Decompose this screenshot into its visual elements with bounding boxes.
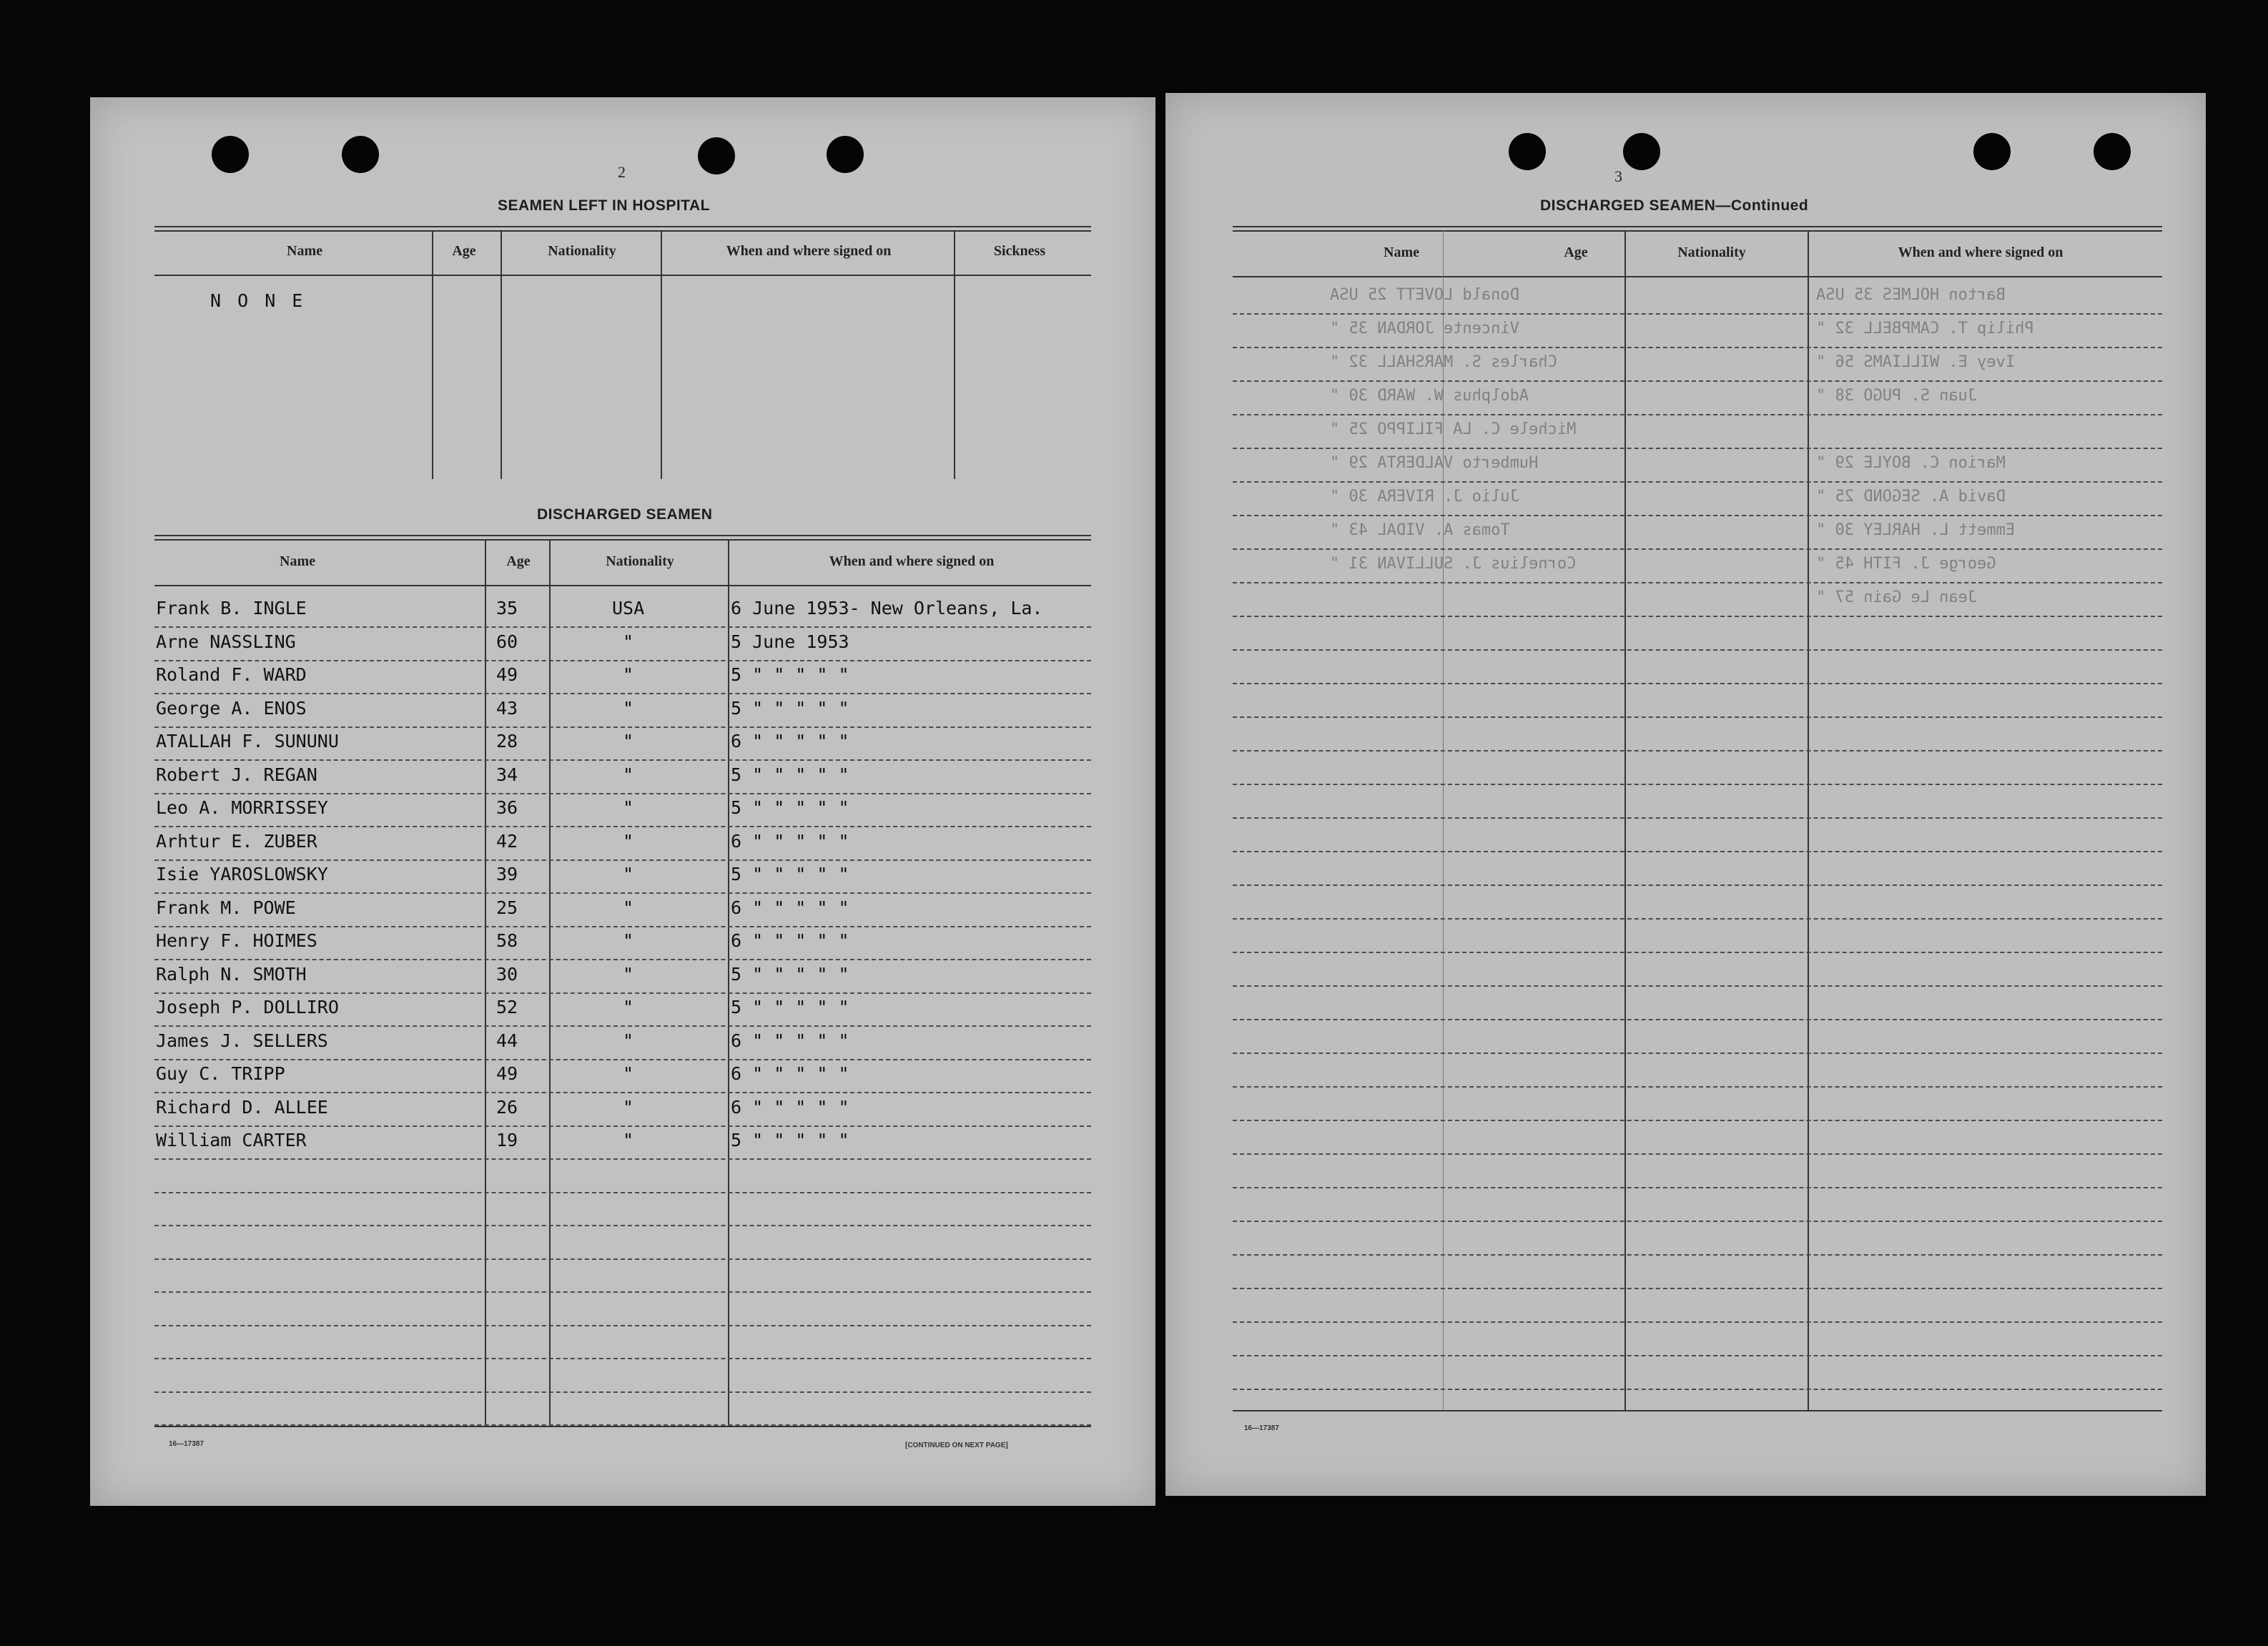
row-rule — [154, 826, 1091, 827]
seaman-age: 49 — [496, 1063, 518, 1084]
column-rule — [728, 539, 729, 1426]
row-rule — [1233, 1254, 2162, 1256]
row-rule — [1233, 1355, 2162, 1356]
seaman-name: Roland F. WARD — [156, 664, 307, 685]
seaman-signed-on: 5 " " " " " — [731, 997, 849, 1017]
seaman-name: Guy C. TRIPP — [156, 1063, 285, 1084]
punch-hole-icon — [1623, 133, 1660, 170]
left-form-page — [90, 97, 1155, 1506]
seaman-nationality: USA — [612, 598, 645, 619]
column-rule — [1443, 230, 1444, 1410]
column-rule — [1808, 230, 1809, 1410]
seaman-signed-on: 5 " " " " " — [731, 797, 849, 818]
ghost-row-right: Philip T. CAMPBELL 32 " — [1816, 320, 2034, 337]
seaman-nationality: " — [623, 897, 634, 918]
row-rule — [1233, 1221, 2162, 1222]
seaman-age: 30 — [496, 963, 518, 985]
punch-hole-icon — [698, 137, 735, 174]
table-rule — [154, 535, 1091, 536]
right-header-nationality: Nationality — [1677, 245, 1746, 260]
row-rule — [154, 1025, 1091, 1027]
hospital-header-sickness: Sickness — [993, 243, 1046, 259]
seaman-signed-on: 5 " " " " " — [731, 664, 849, 685]
ghost-row-right: Emmett L. HARLEY 30 " — [1816, 521, 2016, 539]
seaman-signed-on: 6 " " " " " — [731, 897, 849, 918]
seaman-signed-on: 5 " " " " " — [731, 764, 849, 785]
ghost-row-right: Juan S. PUGO 38 " — [1816, 387, 1978, 405]
discharged-header-age: Age — [506, 553, 531, 569]
seaman-signed-on: 5 June 1953 — [731, 631, 849, 652]
seaman-nationality: " — [623, 631, 634, 652]
column-rule — [432, 230, 433, 479]
seaman-nationality: " — [623, 864, 634, 884]
discharged-header-name: Name — [280, 553, 315, 569]
seaman-nationality: " — [623, 963, 634, 985]
seaman-age: 43 — [496, 697, 518, 719]
row-rule — [1233, 1053, 2162, 1054]
right-header-name: Name — [1384, 245, 1419, 260]
seaman-nationality: " — [623, 997, 634, 1017]
seaman-name: Frank M. POWE — [156, 897, 296, 918]
ghost-row: Julio J. RIVERA 30 " — [1330, 488, 1519, 506]
seaman-signed-on: 6 " " " " " — [731, 830, 849, 852]
ghost-row: Vincente JORDAN 35 " — [1330, 320, 1519, 337]
row-rule — [154, 1358, 1091, 1359]
row-rule — [1233, 784, 2162, 785]
seaman-signed-on: 6 " " " " " — [731, 731, 849, 751]
table-rule — [154, 230, 1091, 232]
page-number: 2 — [618, 163, 626, 181]
ghost-row: Charles S. MARSHALL 32 " — [1330, 353, 1557, 371]
hospital-header-nationality: Nationality — [548, 243, 616, 259]
seaman-nationality: " — [623, 1063, 634, 1084]
row-rule — [1233, 1389, 2162, 1390]
table-rule — [1233, 276, 2162, 277]
form-number: 16—17387 — [1244, 1424, 1279, 1432]
seaman-signed-on: 6 June 1953- New Orleans, La. — [731, 598, 1043, 619]
seaman-age: 34 — [496, 764, 518, 785]
hospital-header-signed: When and where signed on — [726, 243, 892, 259]
row-rule — [1233, 817, 2162, 819]
row-rule — [1233, 515, 2162, 516]
table-rule — [154, 585, 1091, 586]
ghost-row-right: Barton HOLMES 35 USA — [1816, 286, 2006, 304]
seaman-signed-on: 6 " " " " " — [731, 1030, 849, 1051]
row-rule — [154, 626, 1091, 628]
ghost-row: Humberto VALDERTA 29 " — [1330, 454, 1539, 472]
seaman-nationality: " — [623, 830, 634, 852]
row-rule — [154, 1391, 1091, 1393]
row-rule — [154, 1092, 1091, 1093]
seaman-nationality: " — [623, 1030, 634, 1051]
row-rule — [1233, 616, 2162, 617]
row-rule — [1233, 952, 2162, 953]
row-rule — [1233, 1019, 2162, 1020]
column-rule — [501, 230, 502, 479]
table-rule — [1233, 230, 2162, 232]
row-rule — [154, 1158, 1091, 1160]
row-rule — [154, 959, 1091, 960]
row-rule — [1233, 313, 2162, 315]
ghost-row: Tomas A. VIDAL 43 " — [1330, 521, 1510, 539]
right-header-age: Age — [1564, 245, 1588, 260]
seaman-age: 58 — [496, 930, 518, 951]
seaman-name: James J. SELLERS — [156, 1030, 328, 1051]
row-rule — [154, 726, 1091, 728]
seaman-age: 26 — [496, 1096, 518, 1118]
table-rule — [1233, 226, 2162, 227]
seaman-signed-on: 6 " " " " " — [731, 1096, 849, 1118]
seaman-age: 49 — [496, 664, 518, 685]
column-rule — [954, 230, 955, 479]
seaman-nationality: " — [623, 664, 634, 685]
discharged-header-nationality: Nationality — [606, 553, 674, 569]
seaman-signed-on: 5 " " " " " — [731, 864, 849, 884]
column-rule — [1624, 230, 1626, 1410]
seaman-age: 39 — [496, 864, 518, 884]
row-rule — [154, 1291, 1091, 1293]
punch-hole-icon — [212, 136, 249, 173]
row-rule — [1233, 716, 2162, 718]
form-number: 16—17387 — [169, 1440, 204, 1448]
row-rule — [154, 859, 1091, 861]
row-rule — [154, 1325, 1091, 1326]
ghost-row: Cornelius J. SULLIVAN 31 " — [1330, 555, 1577, 573]
seaman-name: Leo A. MORRISSEY — [156, 797, 328, 818]
row-rule — [1233, 1153, 2162, 1155]
row-rule — [1233, 448, 2162, 449]
row-rule — [1233, 750, 2162, 751]
row-rule — [1233, 1288, 2162, 1289]
seaman-name: William CARTER — [156, 1130, 307, 1150]
seaman-nationality: " — [623, 1130, 634, 1150]
row-rule — [154, 1192, 1091, 1193]
table-rule — [1233, 1410, 2162, 1411]
seaman-age: 52 — [496, 997, 518, 1017]
seaman-age: 28 — [496, 731, 518, 751]
table-rule — [154, 539, 1091, 541]
row-rule — [1233, 347, 2162, 348]
ghost-row-right: Ivey E. WILLIAMS 56 " — [1816, 353, 2016, 371]
discharged-section-title: DISCHARGED SEAMEN — [537, 506, 713, 523]
ghost-row-right: Marion C. BOYLE 29 " — [1816, 454, 2006, 472]
ghost-row: Michele C. LA FILIPPO 25 " — [1330, 420, 1577, 438]
seaman-nationality: " — [623, 797, 634, 818]
seaman-name: Ralph N. SMOTH — [156, 963, 307, 985]
row-rule — [1233, 414, 2162, 415]
right-form-page — [1165, 93, 2206, 1496]
seaman-nationality: " — [623, 930, 634, 951]
seaman-name: Richard D. ALLEE — [156, 1096, 328, 1118]
hospital-header-name: Name — [287, 243, 322, 259]
punch-hole-icon — [827, 136, 864, 173]
row-rule — [154, 1258, 1091, 1260]
seaman-name: Robert J. REGAN — [156, 764, 317, 785]
punch-hole-icon — [342, 136, 379, 173]
column-rule — [549, 539, 551, 1426]
row-rule — [154, 892, 1091, 894]
right-header-signed: When and where signed on — [1898, 245, 2064, 260]
row-rule — [1233, 1321, 2162, 1323]
seaman-name: George A. ENOS — [156, 697, 307, 719]
discharged-continued-title: DISCHARGED SEAMEN—Continued — [1540, 197, 1809, 214]
table-rule — [154, 1426, 1091, 1427]
seaman-age: 36 — [496, 797, 518, 818]
row-rule — [154, 926, 1091, 927]
row-rule — [1233, 380, 2162, 382]
column-rule — [485, 539, 486, 1426]
continued-note: [CONTINUED ON NEXT PAGE] — [905, 1442, 1008, 1449]
discharged-header-signed: When and where signed on — [829, 553, 995, 569]
row-rule — [154, 1125, 1091, 1127]
row-rule — [1233, 884, 2162, 886]
seaman-name: Henry F. HOIMES — [156, 930, 317, 951]
seaman-age: 25 — [496, 897, 518, 918]
row-rule — [154, 793, 1091, 794]
row-rule — [1233, 851, 2162, 852]
seaman-signed-on: 5 " " " " " — [731, 697, 849, 719]
seaman-name: Arhtur E. ZUBER — [156, 830, 317, 852]
seaman-name: Joseph P. DOLLIRO — [156, 997, 339, 1017]
table-rule — [154, 226, 1091, 227]
ghost-row-right: George J. FITH 45 " — [1816, 555, 1996, 573]
row-rule — [154, 759, 1091, 761]
row-rule — [1233, 1187, 2162, 1188]
punch-hole-icon — [1973, 133, 2011, 170]
seaman-signed-on: 6 " " " " " — [731, 930, 849, 951]
page-number: 3 — [1614, 167, 1622, 185]
row-rule — [154, 1225, 1091, 1226]
row-rule — [154, 1059, 1091, 1060]
seaman-nationality: " — [623, 1096, 634, 1118]
row-rule — [1233, 918, 2162, 920]
hospital-section-title: SEAMEN LEFT IN HOSPITAL — [498, 197, 710, 214]
punch-hole-icon — [2094, 133, 2131, 170]
row-rule — [1233, 481, 2162, 483]
seaman-age: 44 — [496, 1030, 518, 1051]
seaman-name: Isie YAROSLOWSKY — [156, 864, 328, 884]
table-rule — [154, 275, 1091, 276]
bleed-through-paragraph — [1237, 1080, 2138, 1101]
ghost-row: Donald LOVETT 25 USA — [1330, 286, 1519, 304]
seaman-nationality: " — [623, 764, 634, 785]
seaman-age: 60 — [496, 631, 518, 652]
seaman-signed-on: 6 " " " " " — [731, 1063, 849, 1084]
row-rule — [1233, 985, 2162, 987]
seaman-name: Arne NASSLING — [156, 631, 296, 652]
hospital-entry-none: N O N E — [210, 290, 306, 311]
row-rule — [154, 693, 1091, 694]
row-rule — [1233, 582, 2162, 583]
ghost-row: Adolphus W. WARD 30 " — [1330, 387, 1529, 405]
seaman-nationality: " — [623, 697, 634, 719]
seaman-name: Frank B. INGLE — [156, 598, 307, 619]
row-rule — [1233, 548, 2162, 550]
seaman-age: 19 — [496, 1130, 518, 1150]
ghost-row-right: Jean Le Gain 57 " — [1816, 588, 1978, 606]
punch-hole-icon — [1509, 133, 1546, 170]
seaman-signed-on: 5 " " " " " — [731, 963, 849, 985]
row-rule — [1233, 649, 2162, 651]
ghost-row-right: David A. SEGOND 25 " — [1816, 488, 2006, 506]
seaman-age: 42 — [496, 830, 518, 852]
seaman-name: ATALLAH F. SUNUNU — [156, 731, 339, 751]
seaman-nationality: " — [623, 731, 634, 751]
row-rule — [154, 992, 1091, 994]
row-rule — [154, 660, 1091, 661]
column-rule — [661, 230, 662, 479]
hospital-header-age: Age — [452, 243, 476, 259]
row-rule — [1233, 1120, 2162, 1121]
seaman-signed-on: 5 " " " " " — [731, 1130, 849, 1150]
row-rule — [1233, 683, 2162, 684]
seaman-age: 35 — [496, 598, 518, 619]
